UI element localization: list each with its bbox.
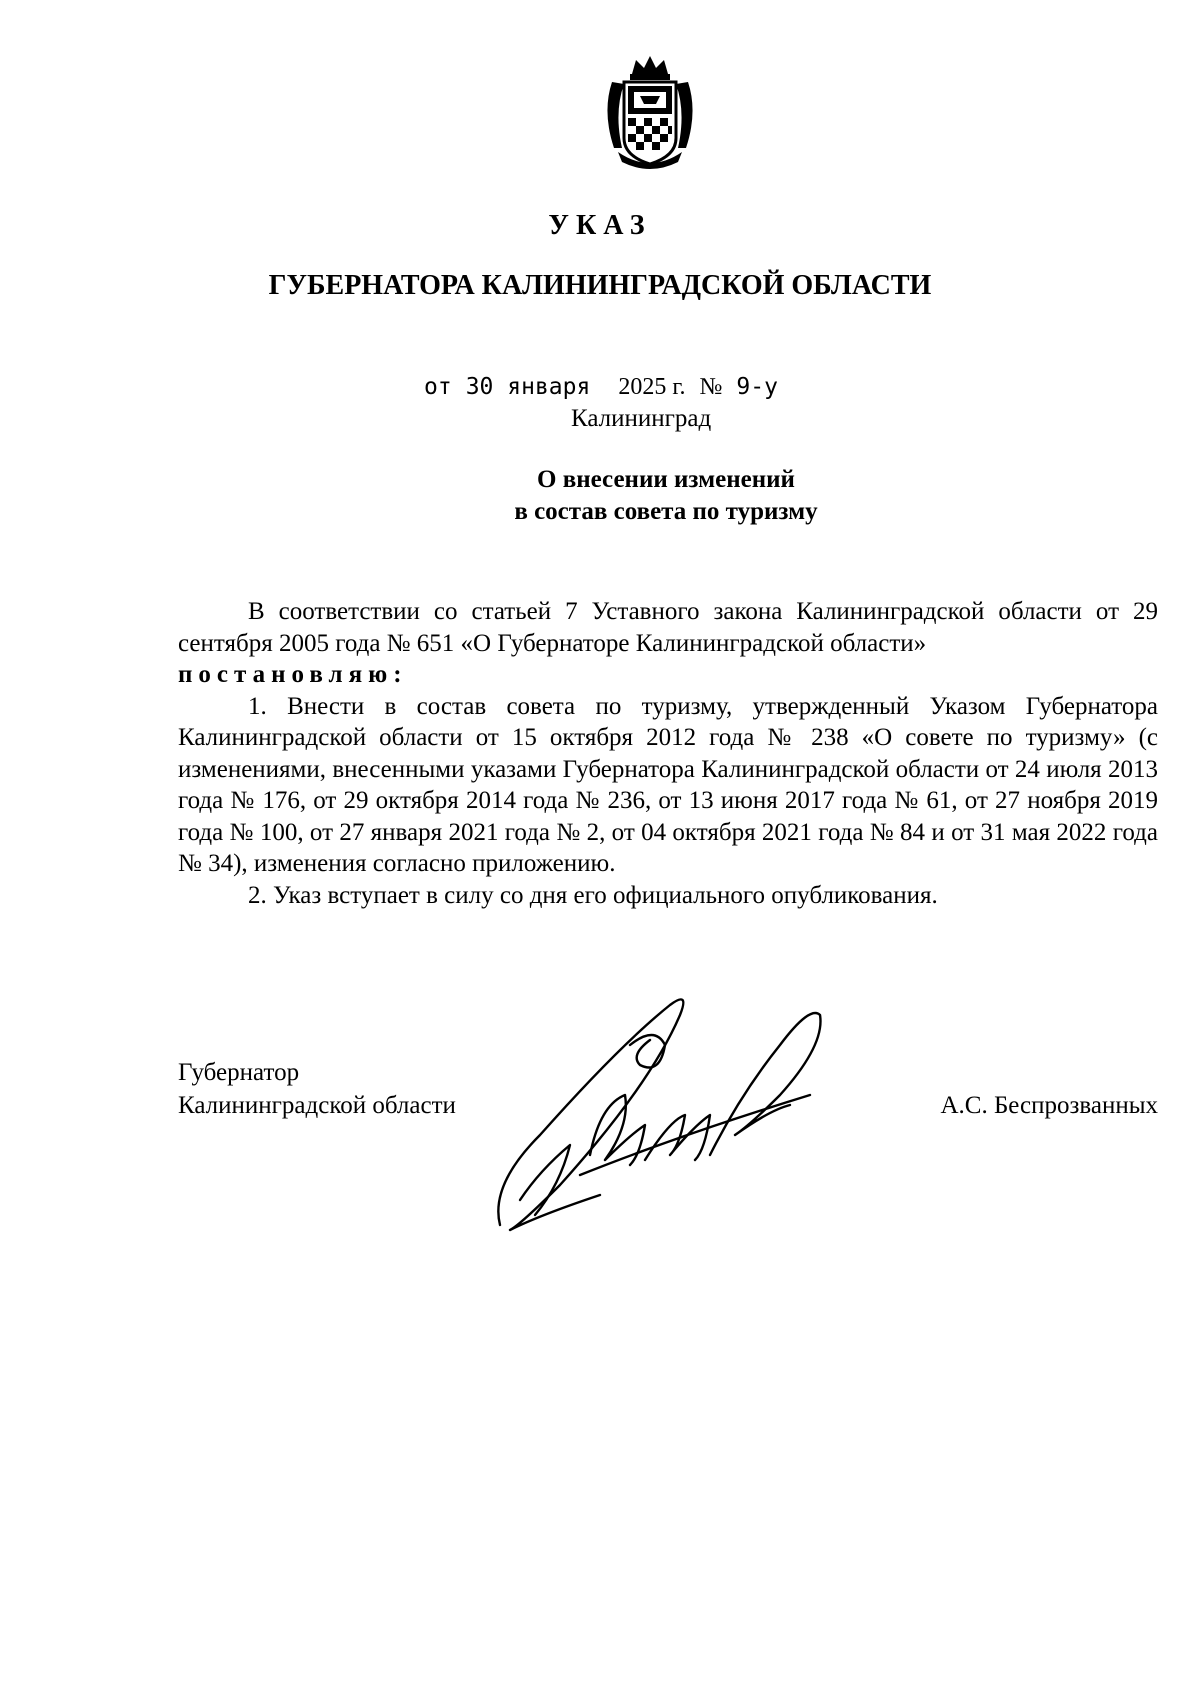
subject-line-2: в состав совета по туризму — [514, 498, 818, 525]
decree-word-paragraph — [178, 659, 1158, 691]
subject-line-1: О внесении изменений — [537, 466, 795, 493]
item-1-paragraph: 1. Внести в состав совета по туризму, утвержденный Указом Губернатора Калининградской области от 15 октября 2012 года № 238 «О совете по туризму» (с изменениями, внесенными указами Губернатора Калининградской области от 24 июля 2013 года № 176, от 29 октября 2014 года № 236, от 13 июня 2017 года № 61, от 27 ноября 2019 года № 100, от 27 января 2021 года № 2, от 04 октября 2021 года № 84 и от 31 мая 2022 года № 34), изменения согласно приложению. — [178, 692, 1158, 877]
signatory-position — [178, 1056, 456, 1122]
handwritten-signature — [480, 985, 920, 1245]
document-type: УКАЗ — [548, 210, 652, 241]
number-sign: № — [699, 374, 723, 400]
document-subject — [0, 464, 1200, 528]
preamble-paragraph: В соответствии со статьей 7 Уставного закона Калининградской области от 29 сентября 2005 года № 651 «О Губернаторе Калининградской области» — [178, 598, 1158, 657]
signatory-position-line-2: Калининградской области — [178, 1092, 456, 1119]
date-number-line — [424, 372, 778, 402]
coat-of-arms-emblem — [594, 52, 706, 174]
city: Калининград — [571, 405, 712, 432]
date-year: 2025 г. — [618, 374, 686, 400]
date-prefix: от — [424, 374, 452, 400]
signatory-name: А.С. Беспрозванных — [940, 1092, 1158, 1119]
date-value: 30 января — [465, 374, 591, 400]
issuer-title: ГУБЕРНАТОРА КАЛИНИНГРАДСКОЙ ОБЛАСТИ — [268, 270, 932, 301]
decree-word: постановляю: — [178, 661, 408, 688]
signatory-position-line-1: Губернатор — [178, 1059, 300, 1086]
document-body — [178, 596, 1158, 911]
document-number: 9-у — [736, 374, 778, 400]
item-2-paragraph: 2. Указ вступает в силу со дня его официального опубликования. — [248, 881, 938, 909]
